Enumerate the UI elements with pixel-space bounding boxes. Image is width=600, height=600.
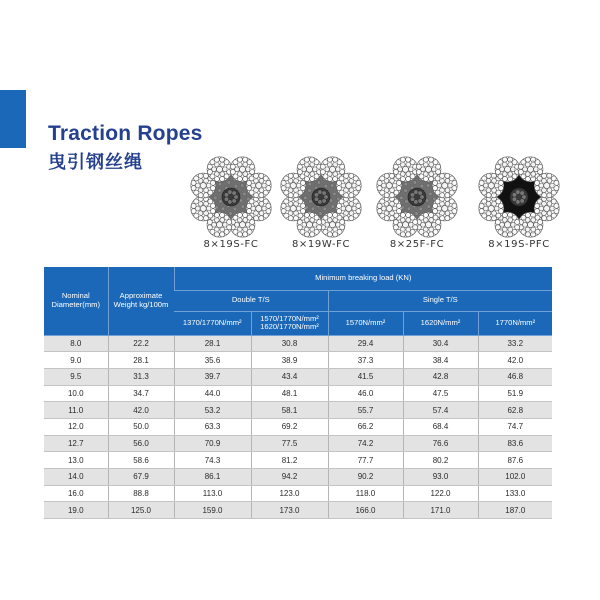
- rope-cross-section-icon: [372, 154, 462, 240]
- table-cell: 173.0: [251, 502, 328, 519]
- table-cell: 11.0: [44, 402, 108, 419]
- table-cell: 56.0: [108, 435, 174, 452]
- header-grade-line: 1620/1770N/mm²: [260, 322, 319, 331]
- table-cell: 43.4: [251, 368, 328, 385]
- table-cell: 74.3: [174, 452, 251, 469]
- table-cell: 171.0: [403, 502, 478, 519]
- table-cell: 51.9: [478, 385, 552, 402]
- header-grade: 1770N/mm²: [478, 311, 552, 335]
- rope-figure: [183, 150, 279, 262]
- table-cell: 90.2: [328, 469, 403, 486]
- table-cell: 53.2: [174, 402, 251, 419]
- table-cell: 12.7: [44, 435, 108, 452]
- table-cell: 187.0: [478, 502, 552, 519]
- rope-label: 8×25F-FC: [389, 239, 445, 250]
- page-subtitle-chinese: 曳引钢丝绳: [48, 152, 143, 173]
- table-cell: 42.0: [478, 352, 552, 369]
- rope-figure: [471, 150, 567, 262]
- table-cell: 28.1: [108, 352, 174, 369]
- table-cell: 16.0: [44, 485, 108, 502]
- rope-gallery: [0, 150, 600, 265]
- spec-table-body: [44, 335, 552, 519]
- header-grade-double: [251, 311, 328, 335]
- table-cell: 57.4: [403, 402, 478, 419]
- table-cell: 22.2: [108, 335, 174, 352]
- table-row: [44, 435, 552, 452]
- rope-figure: [369, 150, 465, 262]
- table-row: [44, 368, 552, 385]
- table-cell: 42.0: [108, 402, 174, 419]
- table-cell: 63.3: [174, 418, 251, 435]
- table-cell: 19.0: [44, 502, 108, 519]
- table-cell: 88.8: [108, 485, 174, 502]
- accent-bar: [0, 90, 26, 148]
- table-cell: 30.4: [403, 335, 478, 352]
- table-cell: 93.0: [403, 469, 478, 486]
- table-cell: 35.6: [174, 352, 251, 369]
- rope-cross-section-icon: [276, 154, 366, 240]
- table-cell: 87.6: [478, 452, 552, 469]
- table-cell: 48.1: [251, 385, 328, 402]
- table-row: [44, 469, 552, 486]
- table-cell: 55.7: [328, 402, 403, 419]
- table-row: [44, 502, 552, 519]
- table-cell: 83.6: [478, 435, 552, 452]
- table-cell: 113.0: [174, 485, 251, 502]
- table-cell: 166.0: [328, 502, 403, 519]
- table-row: [44, 335, 552, 352]
- header-grade-line: 1570/1770N/mm²: [260, 313, 319, 323]
- table-cell: 118.0: [328, 485, 403, 502]
- table-cell: 69.2: [251, 418, 328, 435]
- rope-cross-section-icon: [474, 154, 564, 240]
- table-cell: 10.0: [44, 385, 108, 402]
- table-cell: 37.3: [328, 352, 403, 369]
- table-cell: 77.7: [328, 452, 403, 469]
- table-cell: 94.2: [251, 469, 328, 486]
- table-cell: 34.7: [108, 385, 174, 402]
- table-cell: 122.0: [403, 485, 478, 502]
- table-cell: 74.7: [478, 418, 552, 435]
- table-cell: 38.9: [251, 352, 328, 369]
- table-row: [44, 352, 552, 369]
- table-cell: 80.2: [403, 452, 478, 469]
- table-row: [44, 485, 552, 502]
- table-cell: 58.6: [108, 452, 174, 469]
- table-cell: 50.0: [108, 418, 174, 435]
- rope-label: 8×19S-PFC: [488, 239, 550, 250]
- table-row: [44, 418, 552, 435]
- table-cell: 38.4: [403, 352, 478, 369]
- table-cell: 76.6: [403, 435, 478, 452]
- table-cell: 42.8: [403, 368, 478, 385]
- table-cell: 68.4: [403, 418, 478, 435]
- table-cell: 33.2: [478, 335, 552, 352]
- table-cell: 67.9: [108, 469, 174, 486]
- table-cell: 12.0: [44, 418, 108, 435]
- table-row: [44, 385, 552, 402]
- table-cell: 46.0: [328, 385, 403, 402]
- table-row: [44, 402, 552, 419]
- table-cell: 46.8: [478, 368, 552, 385]
- table-cell: 39.7: [174, 368, 251, 385]
- table-cell: 86.1: [174, 469, 251, 486]
- header-single-ts: Single T/S: [328, 290, 552, 311]
- header-grade: 1620N/mm²: [403, 311, 478, 335]
- table-cell: 81.2: [251, 452, 328, 469]
- table-cell: 14.0: [44, 469, 108, 486]
- table-cell: 70.9: [174, 435, 251, 452]
- header-nominal-diameter: Nominal Diameter(mm): [44, 267, 108, 335]
- header-grade: 1370/1770N/mm²: [174, 311, 251, 335]
- table-cell: 29.4: [328, 335, 403, 352]
- table-cell: 74.2: [328, 435, 403, 452]
- table-cell: 159.0: [174, 502, 251, 519]
- table-cell: 102.0: [478, 469, 552, 486]
- table-cell: 13.0: [44, 452, 108, 469]
- table-cell: 66.2: [328, 418, 403, 435]
- table-cell: 47.5: [403, 385, 478, 402]
- table-cell: 77.5: [251, 435, 328, 452]
- table-cell: 30.8: [251, 335, 328, 352]
- header-min-breaking-load: Minimum breaking load (KN): [174, 267, 552, 290]
- table-cell: 31.3: [108, 368, 174, 385]
- header-double-ts: Double T/S: [174, 290, 328, 311]
- table-cell: 58.1: [251, 402, 328, 419]
- table-cell: 8.0: [44, 335, 108, 352]
- header-approx-weight: Approximate Weight kg/100m: [108, 267, 174, 335]
- header-grade: 1570N/mm²: [328, 311, 403, 335]
- table-cell: 62.8: [478, 402, 552, 419]
- rope-label: 8×19S-FC: [203, 239, 259, 250]
- table-cell: 41.5: [328, 368, 403, 385]
- rope-figure: [273, 150, 369, 262]
- table-cell: 9.0: [44, 352, 108, 369]
- table-cell: 123.0: [251, 485, 328, 502]
- spec-table: [44, 267, 552, 519]
- rope-label: 8×19W-FC: [291, 239, 351, 250]
- table-cell: 28.1: [174, 335, 251, 352]
- rope-cross-section-icon: [186, 154, 276, 240]
- table-row: [44, 452, 552, 469]
- table-cell: 133.0: [478, 485, 552, 502]
- table-cell: 9.5: [44, 368, 108, 385]
- page-title: Traction Ropes: [48, 122, 203, 145]
- table-cell: 44.0: [174, 385, 251, 402]
- table-cell: 125.0: [108, 502, 174, 519]
